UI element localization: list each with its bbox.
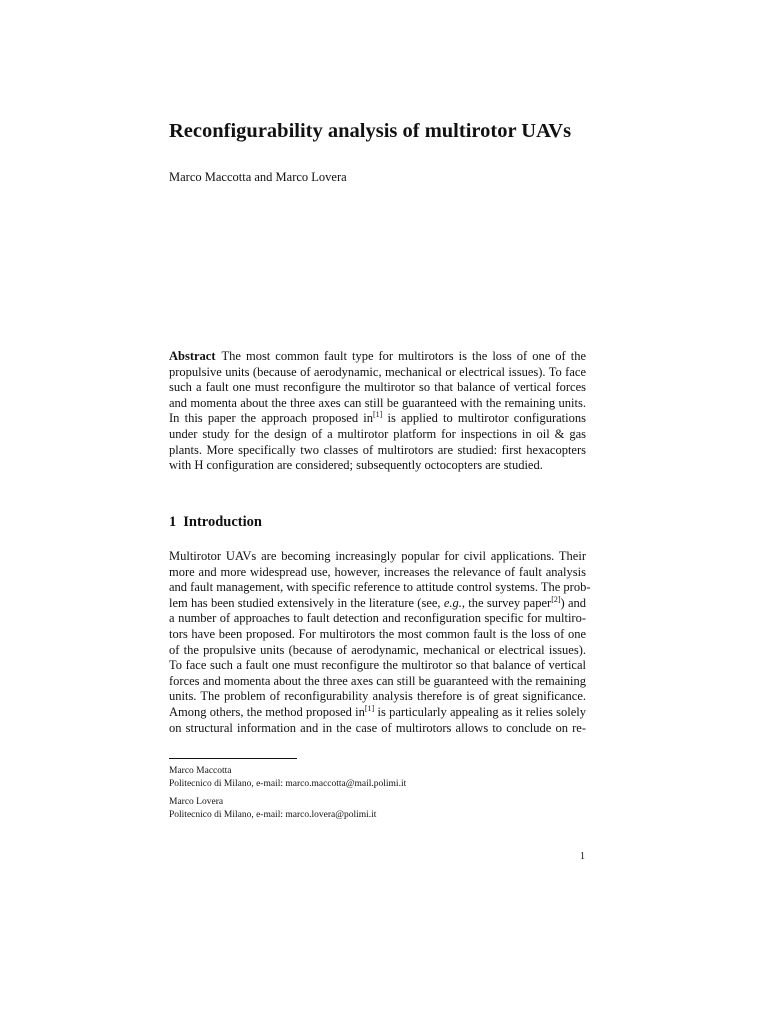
body-line: and fault management, with specific reference to attitude control systems. The prob- [169,580,591,595]
footnote-divider [169,758,297,759]
body-line: tors have been proposed. For multirotors the most common fault is the loss of one [169,626,586,641]
body-text: Among others, the method proposed in [169,704,365,719]
author-list: Marco Maccotta and Marco Lovera [169,170,347,184]
body-text: lem has been studied extensively in the literature (see, [169,595,444,610]
abstract-label: Abstract [169,349,216,363]
body-line: Multirotor UAVs are becoming increasingly popular for civil applications. Their [169,549,586,563]
body-line [169,705,586,721]
body-line [169,596,586,612]
footnote-author-2 [169,796,376,821]
body-line: To face such a fault one must reconfigure the multirotor so that balance of vertical [169,658,586,673]
abstract [169,349,586,474]
page-number: 1 [580,851,585,862]
citation-ref[interactable]: [1] [364,703,375,713]
body-text-italic: e.g. [443,595,462,610]
footnote-author-1 [169,765,406,790]
footnote-author-affiliation: Politecnico di Milano, e-mail: marco.lovera@polimi.it [169,809,377,820]
body-line: units. The problem of reconfigurability analysis therefore is of great significance. [169,689,586,704]
body-text: , the survey paper [461,595,552,610]
section-number: 1 [169,514,177,530]
body-line: more and more widespread use, however, increases the relevance of fault analysis [169,564,586,579]
section-heading [169,512,262,532]
body-line: a number of approaches to fault detection and reconfiguration specific for multiro- [169,611,586,626]
introduction-body [169,549,591,736]
citation-ref[interactable]: [1] [372,410,383,420]
abstract-text-part2: is applied to multirotor configurations under study for the design of a multirotor platform for inspections in oil & gas plants. More specifically two classes of multirotors are studied: first hexacopters with H configuration are considered; subsequently octocopters are studied. [169,411,586,473]
section-title: Introduction [183,514,262,530]
body-line: forces and momenta about the three axes can still be guaranteed with the remaining [169,673,586,688]
footnote-author-name: Marco Lovera [169,797,224,807]
body-text: ) and [560,595,586,610]
body-text: is particularly appealing as it relies solely [374,704,586,719]
citation-ref[interactable]: [2] [551,594,561,604]
body-line: on structural information and in the case of multirotors allows to conclude on re- [169,720,586,735]
abstract-text-part1: The most common fault type for multirotors is the loss of one of the propulsive units (because of aerodynamic, mechanical or electrical issues). To face such a fault one must reconfigure the multirotor so that balance of vertical forces and momenta about the three axes can still be guaranteed with the remaining units. In this paper the approach proposed in [169,349,586,426]
footnote-author-affiliation: Politecnico di Milano, e-mail: marco.maccotta@mail.polimi.it [169,778,407,789]
footnote-author-name: Marco Maccotta [169,766,232,776]
paper-title: Reconfigurability analysis of multirotor UAVs [169,120,572,142]
body-line: of the propulsive units (because of aerodynamic, mechanical or electrical issues). [169,642,586,657]
